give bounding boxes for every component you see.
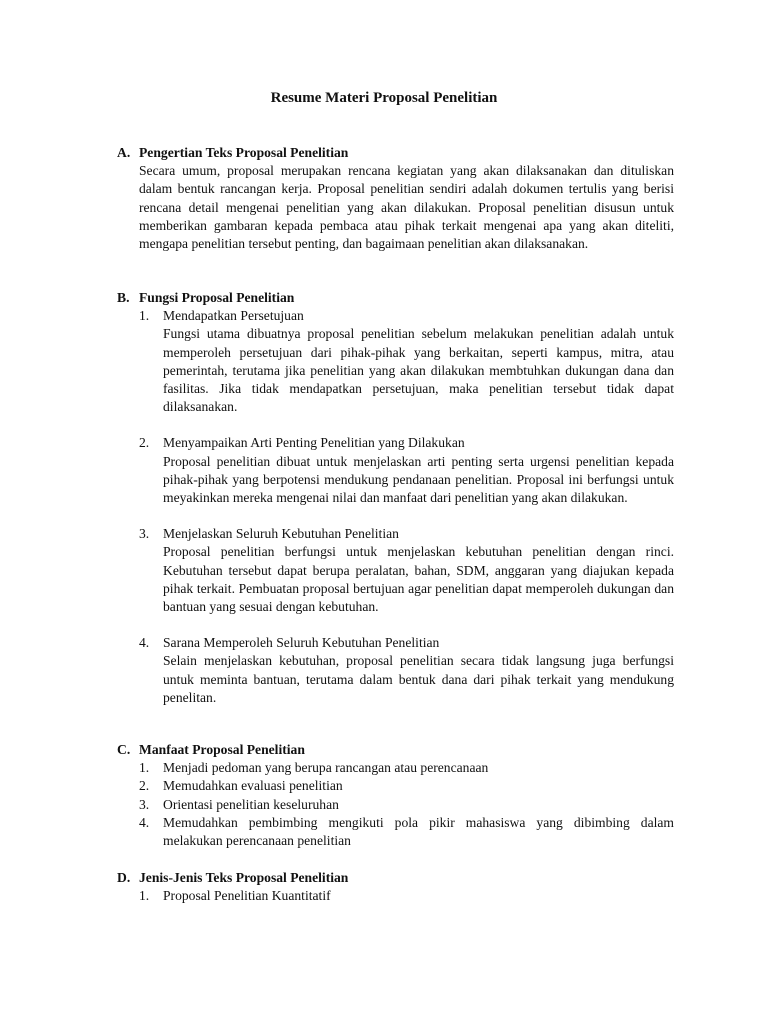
item-number: 4. xyxy=(139,814,150,830)
list-item xyxy=(139,307,674,416)
list-item xyxy=(139,796,674,814)
item-number: 1. xyxy=(139,888,150,904)
section-paragraph: Secara umum, proposal merupakan rencana kegiatan yang akan dilaksanakan dan dituliskan dalam bentuk rancangan kerja. Proposal penelitian sendiri adalah dokumen tertulis yang berisi rencana detail mengenai penelitian yang akan dilakukan. Proposal penelitian disusun untuk memberikan gambaran kepada pembaca atau pihak terkait mengenai apa yang akan diteliti, mengapa penelitian tersebut penting, dan bagaimaan penelitian akan dilaksanakan. xyxy=(139,163,674,252)
item-number: 1. xyxy=(139,308,150,324)
document-title: Resume Materi Proposal Penelitian xyxy=(270,90,498,106)
item-text: Memudahkan evaluasi penelitian xyxy=(163,778,343,794)
item-number: 3. xyxy=(139,796,150,812)
item-text: Proposal Penelitian Kuantitatif xyxy=(163,888,331,904)
section-heading xyxy=(117,144,674,162)
item-title: Menyampaikan Arti Penting Penelitian yang Dilakukan xyxy=(163,435,465,451)
list-item xyxy=(139,887,674,905)
item-body: Proposal penelitian berfungsi untuk menjelaskan kebutuhan penelitian dengan rinci. Kebutuhan tersebut dapat berupa peralatan, bahan, SDM, anggaran yang diajukan kepada pihak terkait. Pembuatan proposal bertujuan agar penelitian dapat memperoleh dukungan dan bantuan yang sesuai dengan kebutuhan. xyxy=(163,544,674,615)
item-text: Orientasi penelitian keseluruhan xyxy=(163,796,339,812)
type-list xyxy=(139,887,674,905)
item-number: 3. xyxy=(139,526,150,542)
item-number: 2. xyxy=(139,778,150,794)
section-letter: A. xyxy=(117,145,131,160)
item-body: Selain menjelaskan kebutuhan, proposal penelitian secara tidak langsung juga berfungsi untuk meminta bantuan, terutama dalam bentuk dana dari pihak terkait yang mendukung penelitan. xyxy=(163,653,674,705)
item-title: Menjelaskan Seluruh Kebutuhan Penelitian xyxy=(163,526,399,542)
list-item xyxy=(139,434,674,507)
section-heading xyxy=(117,869,674,887)
section-d xyxy=(117,869,674,905)
section-b xyxy=(117,289,674,707)
section-letter: D. xyxy=(117,870,131,885)
function-list xyxy=(139,307,674,707)
section-title: Pengertian Teks Proposal Penelitian xyxy=(139,145,349,160)
item-body: Proposal penelitian dibuat untuk menjelaskan arti penting serta urgensi penelitian kepada pihak-pihak yang berpotensi mendukung pendanaan penelitian. Proposal ini berfungsi untuk meyakinkan mereka mengenai nilai dan manfaat dari penelitian yang akan dilakukan. xyxy=(163,453,674,506)
list-item xyxy=(139,634,674,707)
spacer xyxy=(139,616,674,634)
section-title: Fungsi Proposal Penelitian xyxy=(139,290,295,305)
section-heading xyxy=(117,741,674,759)
list-item xyxy=(139,814,674,850)
section-title: Jenis-Jenis Teks Proposal Penelitian xyxy=(139,870,349,885)
section-letter: B. xyxy=(117,290,130,305)
section-letter: C. xyxy=(117,742,131,757)
spacer xyxy=(139,416,674,434)
list-item xyxy=(139,777,674,795)
item-text: Memudahkan pembimbing mengikuti pola pikir mahasiswa yang dibimbing dalam melakukan perencanaan penelitian xyxy=(163,814,674,849)
section-heading xyxy=(117,289,674,307)
item-title: Mendapatkan Persetujuan xyxy=(163,308,304,324)
list-item xyxy=(139,525,674,616)
item-number: 1. xyxy=(139,760,150,776)
section-c xyxy=(117,741,674,850)
item-text: Menjadi pedoman yang berupa rancangan atau perencanaan xyxy=(163,760,489,776)
benefit-list xyxy=(139,759,674,850)
section-a xyxy=(117,144,674,253)
section-title: Manfaat Proposal Penelitian xyxy=(139,742,305,757)
list-item xyxy=(139,759,674,777)
item-title: Sarana Memperoleh Seluruh Kebutuhan Penelitian xyxy=(163,635,440,651)
item-number: 2. xyxy=(139,435,150,451)
item-number: 4. xyxy=(139,635,150,651)
item-body: Fungsi utama dibuatnya proposal penelitian sebelum melakukan penelitian adalah untuk memperoleh persetujuan dari pihak-pihak yang berkaitan, seperti kampus, mitra, atau pemerintah, terutama jika penelitian yang akan dilakukan membtuhkan dukungan dana dan fasilitas. Jika tidak mendapatkan persetujuan, maka penelitian tersebut tidak dapat dilaksanakan. xyxy=(163,326,674,415)
spacer xyxy=(139,507,674,525)
